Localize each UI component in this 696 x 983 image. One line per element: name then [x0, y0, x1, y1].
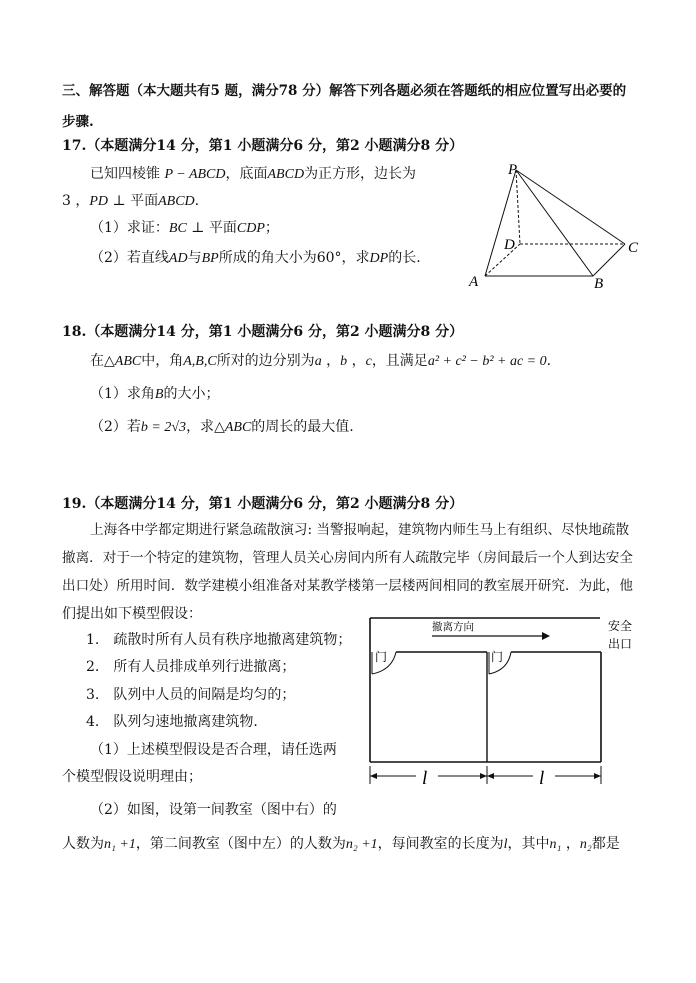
label-d: D [504, 237, 515, 253]
q18-heading: （本题满分14 分，第1 小题满分6 分，第2 小题满分8 分） [86, 324, 464, 340]
edge-pb [516, 170, 593, 276]
q19-part1-line2: 个模型假设说明理由； [62, 769, 202, 785]
assumption-1: 1. 疏散时所有人员有秩序地撤离建筑物； [86, 632, 352, 648]
dim-arrow-4 [594, 773, 601, 779]
q19-part1-line1: （1）上述模型假设是否合理，请任选两 [90, 742, 337, 758]
label-b: B [594, 276, 604, 292]
q19-title [62, 494, 463, 514]
classroom-figure [364, 612, 644, 810]
edge-bc [593, 244, 625, 276]
length-label-left: l [422, 768, 428, 789]
q18-number: 18. [62, 324, 87, 340]
section-header-line1: 三、解答题（本大题共有5 题，满分78 分）解答下列各题必须在答题纸的相应位置写出必要的 [62, 83, 627, 99]
assumption-3: 3. 队列中人员的间隔是均匀的； [86, 687, 296, 703]
pyramid-figure [460, 158, 650, 293]
q17-number: 17. [62, 138, 87, 154]
length-label-right: l [539, 768, 545, 789]
dim-arrow-3 [487, 773, 494, 779]
q19-heading: （本题满分14 分，第1 小题满分6 分，第2 小题满分8 分） [86, 496, 464, 512]
direction-arrowhead [542, 632, 550, 640]
q17-part1: （1）求证：BC ⊥ 平面CDP； [90, 220, 279, 236]
q19-part2-line2: 人数为n₁ +1，第二间教室（图中左）的人数为n₂ +1，每间教室的长度为l，其中n₁ ，n₂都是 [62, 836, 620, 852]
q19-part2-line1: （2）如图，设第一间教室（图中右）的 [90, 802, 337, 818]
q18-equation: a² + c² − b² + ac = 0 [427, 354, 547, 369]
edge-pc [516, 170, 625, 244]
q17-pyramid: P − ABCD [164, 167, 226, 182]
q17-heading: （本题满分14 分，第1 小题满分6 分，第2 小题满分8 分） [86, 138, 464, 154]
q19-p3: 出口处）所用时间．数学建模小组准备对某教学楼第一层楼两间相同的教室展开研究．为此，他 [62, 578, 633, 594]
q19-p1: 上海各中学都定期进行紧急疏散演习: 当警报响起，建筑物内师生马上有组织、尽快地疏散 [90, 522, 630, 538]
dim-arrow-1 [370, 773, 377, 779]
section-header-line2: 步骤. [62, 114, 94, 130]
door-label-right: 门 [491, 650, 504, 664]
edge-pa [485, 170, 516, 276]
q19-number: 19. [62, 496, 87, 512]
q17-title [62, 136, 463, 156]
exit-label-line1: 安全 [608, 619, 633, 633]
q17-line2: 3 ，PD ⊥ 平面ABCD. [62, 193, 200, 209]
assumption-4: 4. 队列匀速地撤离建筑物. [86, 714, 258, 730]
label-p: P [508, 162, 518, 178]
q18-title [62, 322, 463, 342]
door-label-left: 门 [375, 650, 388, 664]
edge-pd [516, 170, 520, 244]
q18-part1: （1）求角B的大小； [90, 386, 220, 402]
q18-part2: （2）若b = 2√3，求△ABC的周长的最大值. [90, 419, 354, 435]
exit-label-line2: 出口 [608, 637, 633, 651]
label-a: A [469, 274, 479, 290]
dim-arrow-2 [480, 773, 487, 779]
q18-line1: 在△ABC中，角A,B,C所对的边分别为a ，b ，c，且满足a² + c² − b² + ac = 0. [90, 353, 552, 369]
q19-p2: 撤离．对于一个特定的建筑物，管理人员关心房间内所有人疏散完毕（房间最后一个人到达安全 [62, 550, 633, 566]
q19-p4: 们提出如下模型假设： [62, 606, 202, 622]
evacuation-direction-label: 撤离方向 [432, 622, 474, 633]
q17-part2: （2）若直线AD与BP所成的角大小为60°，求DP的长. [90, 250, 421, 266]
assumption-2: 2. 所有人员排成单列行进撤离； [86, 659, 296, 675]
q17-line1: 已知四棱锥 P − ABCD，底面ABCD为正方形，边长为 [90, 166, 417, 182]
label-c: C [628, 240, 639, 256]
